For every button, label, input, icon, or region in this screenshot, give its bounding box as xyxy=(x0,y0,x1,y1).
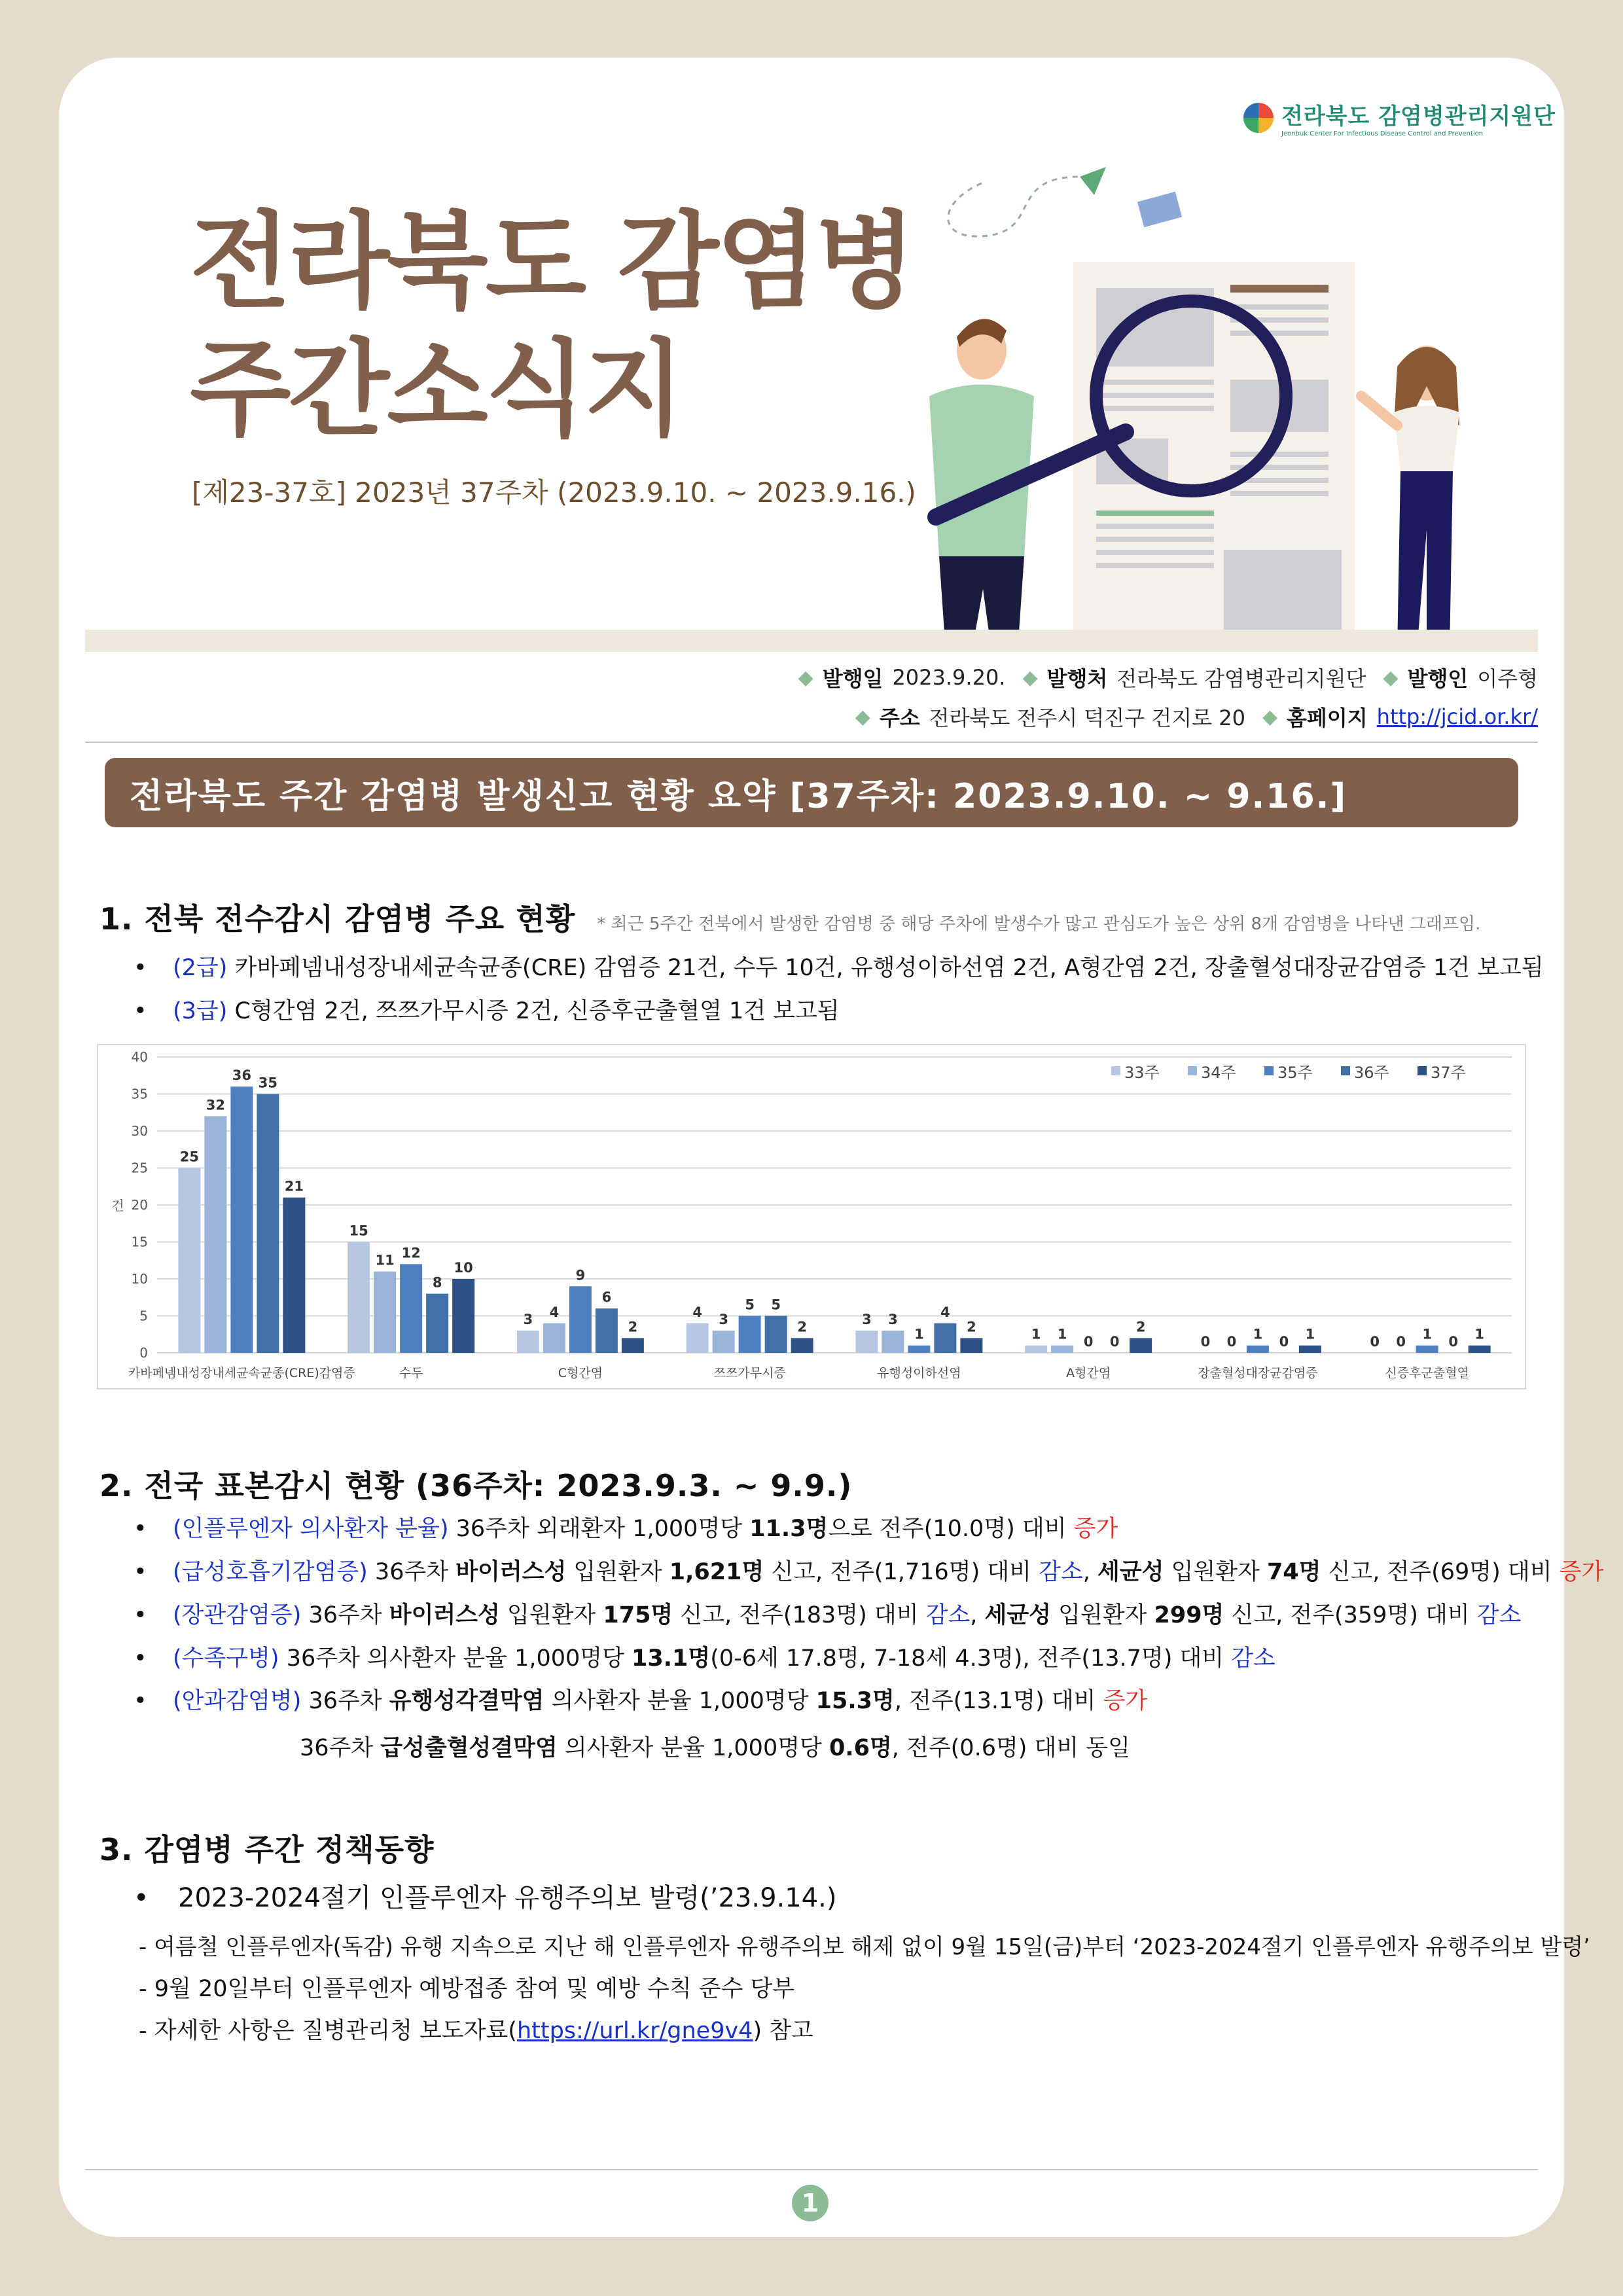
bar xyxy=(348,1242,370,1354)
x-tick-label: 쯔쯔가무시증 xyxy=(713,1366,786,1380)
data-label: 0 xyxy=(1109,1334,1120,1350)
data-label: 1 xyxy=(1253,1326,1263,1342)
section-1-heading xyxy=(99,895,1480,939)
data-label: 1 xyxy=(1474,1326,1484,1342)
diamond-icon: ◆ xyxy=(855,705,870,728)
policy-detail-2: - 9월 20일부터 인플루엔자 예방접종 참여 및 예방 수칙 준수 당부 xyxy=(139,1976,795,2002)
trend-decrease: 감소 xyxy=(925,1602,971,1628)
y-tick-label: 0 xyxy=(139,1345,148,1361)
disease-weekly-bar-chart xyxy=(98,1045,1525,1388)
footer-divider xyxy=(85,2169,1538,2170)
bar xyxy=(1130,1338,1152,1353)
bar xyxy=(204,1116,226,1353)
bar xyxy=(400,1264,422,1353)
x-tick-label: 장출혈성대장균감염증 xyxy=(1198,1366,1318,1380)
item-tag: (인플루엔자 의사환자 분율) xyxy=(173,1516,449,1542)
date-label: 발행일 xyxy=(822,666,883,691)
trend-decrease: 감소 xyxy=(1039,1559,1083,1585)
item-tag: (급성호흡기감염증) xyxy=(173,1559,368,1585)
homepage-link[interactable]: http://jcid.or.kr/ xyxy=(1376,704,1538,729)
y-tick-label: 20 xyxy=(131,1197,148,1213)
bar xyxy=(934,1323,956,1353)
bar xyxy=(1051,1346,1073,1353)
data-label: 25 xyxy=(179,1149,199,1165)
bar xyxy=(908,1346,930,1353)
issuer: 이주형 xyxy=(1477,666,1538,691)
section-1-bullet-2 xyxy=(137,997,840,1025)
bar xyxy=(882,1331,904,1353)
data-label: 1 xyxy=(1422,1326,1432,1342)
address-label: 주소 xyxy=(879,706,920,730)
bar xyxy=(1025,1346,1047,1353)
section-3-heading: 3. 감염병 주간 정책동향 xyxy=(99,1832,435,1867)
data-label: 11 xyxy=(375,1252,395,1268)
y-tick-label: 40 xyxy=(131,1049,148,1065)
data-label: 1 xyxy=(914,1326,924,1342)
bar xyxy=(791,1338,813,1353)
organization-logo xyxy=(1243,98,1556,137)
bar xyxy=(1416,1346,1438,1353)
legend-swatch xyxy=(1341,1066,1350,1075)
bar xyxy=(1247,1346,1269,1353)
data-label: 0 xyxy=(1396,1334,1406,1350)
bar xyxy=(374,1272,396,1353)
data-label: 9 xyxy=(575,1267,586,1283)
bar xyxy=(687,1323,709,1353)
bar xyxy=(517,1331,539,1353)
data-label: 0 xyxy=(1226,1334,1237,1350)
issue-info: [제23-37호] 2023년 37주차 (2023.9.10. ~ 2023.9.16.) xyxy=(192,476,916,509)
x-tick-label: 유행성이하선염 xyxy=(877,1366,961,1380)
item-tag: (수족구병) xyxy=(173,1645,279,1672)
data-label: 3 xyxy=(888,1312,898,1328)
diamond-icon: ◆ xyxy=(1383,666,1399,689)
x-tick-label: C형간염 xyxy=(558,1366,603,1380)
logo-subtitle: Jeonbuk Center For Infectious Disease Control and Prevention xyxy=(1281,130,1484,137)
legend-label: 37주 xyxy=(1431,1064,1466,1082)
y-tick-label: 35 xyxy=(131,1086,148,1102)
data-label: 2 xyxy=(967,1319,976,1335)
data-label: 4 xyxy=(692,1304,702,1320)
data-label: 0 xyxy=(1448,1334,1458,1350)
homepage-label: 홈페이지 xyxy=(1287,706,1368,730)
legend-swatch xyxy=(1418,1066,1427,1075)
data-label: 0 xyxy=(1370,1334,1380,1350)
bar xyxy=(452,1279,474,1353)
data-label: 5 xyxy=(771,1297,781,1313)
page-number: 1 xyxy=(792,2185,829,2221)
section-2-item-eye: • (안과감염병) 36주차 유행성각결막염 의사환자 분율 1,000명당 15.3명, 전주(13.1명) 대비 증가 xyxy=(137,1687,1147,1715)
data-label: 10 xyxy=(454,1260,473,1276)
header-band xyxy=(85,630,1538,652)
bar xyxy=(230,1086,253,1353)
section-1-note: * 최근 5주간 전북에서 발생한 감염병 중 해당 주차에 발생수가 많고 관심도가 높은 상위 8개 감염병을 나타낸 그래프임. xyxy=(597,914,1481,934)
data-label: 5 xyxy=(745,1297,755,1313)
bar xyxy=(596,1308,618,1353)
section-2-item-respiratory: • (급성호흡기감염증) 36주차 바이러스성 입원환자 1,621명 신고, 전주(1,716명) 대비 감소, 세균성 입원환자 74명 신고, 전주(69명) 대비 증가 xyxy=(137,1558,1603,1586)
bar xyxy=(739,1316,761,1354)
paper-plane-icon xyxy=(1080,167,1106,195)
publisher-label: 발행처 xyxy=(1046,666,1108,691)
summary-banner: 전라북도 주간 감염병 발생신고 현황 요약 [37주차: 2023.9.10. ~ 9.16.] xyxy=(105,758,1518,827)
bar xyxy=(622,1338,644,1353)
legend-label: 33주 xyxy=(1124,1064,1160,1082)
x-tick-label: A형간염 xyxy=(1066,1366,1111,1380)
data-label: 6 xyxy=(601,1289,612,1306)
bar xyxy=(960,1338,982,1353)
y-tick-label: 15 xyxy=(131,1234,148,1250)
section-1-bullet-1 xyxy=(137,954,1544,982)
data-label: 21 xyxy=(284,1178,304,1194)
y-tick-label: 10 xyxy=(131,1271,148,1287)
publication-date: 2023.9.20. xyxy=(892,665,1006,690)
data-label: 1 xyxy=(1305,1326,1315,1342)
x-tick-label: 신증후군출혈열 xyxy=(1385,1366,1469,1380)
press-release-link[interactable]: https://url.kr/gne9v4 xyxy=(516,2018,753,2044)
logo-icon xyxy=(1243,103,1274,133)
bar xyxy=(178,1168,200,1354)
bullet-text: C형간염 2건, 쯔쯔가무시증 2건, 신증후군출혈열 1건 보고됨 xyxy=(234,998,840,1024)
data-label: 0 xyxy=(1083,1334,1094,1350)
data-label: 2 xyxy=(797,1319,807,1335)
section-2-heading: 2. 전국 표본감시 현황 (36주차: 2023.9.3. ~ 9.9.) xyxy=(99,1468,853,1503)
bar xyxy=(426,1294,448,1353)
bar xyxy=(1299,1346,1321,1353)
section-2-item-influenza: • (인플루엔자 의사환자 분율) 36주차 외래환자 1,000명당 11.3명으로 전주(10.0명) 대비 증가 xyxy=(137,1515,1118,1543)
envelope-icon xyxy=(1137,192,1182,227)
data-label: 3 xyxy=(523,1312,533,1328)
bar xyxy=(569,1286,592,1353)
section-2-item-hfmd: • (수족구병) 36주차 의사환자 분율 1,000명당 13.1명(0-6세 17.8명, 7-18세 4.3명), 전주(13.7명) 대비 감소 xyxy=(137,1645,1275,1672)
y-tick-label: 5 xyxy=(139,1308,148,1324)
bar xyxy=(855,1331,878,1353)
trend-decrease: 감소 xyxy=(1231,1645,1275,1672)
y-tick-label: 30 xyxy=(131,1123,148,1139)
trend-increase: 증가 xyxy=(1559,1559,1604,1585)
title-line-2: 주간소식지 xyxy=(190,328,683,450)
data-label: 35 xyxy=(258,1075,277,1091)
section-1-title: 1. 전북 전수감시 감염병 주요 현황 xyxy=(99,901,576,937)
bar xyxy=(713,1331,735,1353)
contact-info xyxy=(855,702,1538,732)
newspaper-magnifier-illustration xyxy=(910,164,1512,651)
data-label: 4 xyxy=(549,1304,560,1320)
section-3-bullet xyxy=(137,1882,836,1914)
data-label: 4 xyxy=(940,1304,950,1320)
bar xyxy=(257,1094,279,1354)
policy-detail-3: - 자세한 사항은 질병관리청 보도자료(https://url.kr/gne9v4) 참고 xyxy=(139,2018,813,2044)
title-line-1: 전라북도 감염병 xyxy=(190,200,914,323)
data-label: 3 xyxy=(719,1312,728,1328)
grade-tag: (3급) xyxy=(173,998,228,1024)
policy-detail-1: - 여름철 인플루엔자(독감) 유행 지속으로 지난 해 인플루엔자 유행주의보 해제 없이 9월 15일(금)부터 ‘2023-2024절기 인플루엔자 유행주의보 발령’ xyxy=(139,1934,1590,1960)
legend-label: 34주 xyxy=(1201,1064,1236,1082)
bar xyxy=(543,1323,565,1353)
x-tick-label: 카바페넴내성장내세균속균종(CRE)감염증 xyxy=(128,1366,355,1380)
data-label: 12 xyxy=(401,1245,421,1261)
item-tag: (안과감염병) xyxy=(173,1688,302,1714)
data-label: 8 xyxy=(432,1274,442,1291)
trend-increase: 증가 xyxy=(1073,1516,1118,1542)
data-label: 32 xyxy=(205,1097,225,1113)
section-2-item-enteric: • (장관감염증) 36주차 바이러스성 입원환자 175명 신고, 전주(183명) 대비 감소, 세균성 입원환자 299명 신고, 전주(359명) 대비 감소 xyxy=(137,1602,1521,1629)
item-tag: (장관감염증) xyxy=(173,1602,302,1628)
bullet-text: 카바페넴내성장내세균속균종(CRE) 감염증 21건, 수두 10건, 유행성이하선염 2건, A형간염 2건, 장출혈성대장균감염증 1건 보고됨 xyxy=(234,955,1544,981)
data-label: 2 xyxy=(628,1319,638,1335)
woman-figure-icon xyxy=(1361,346,1459,651)
data-label: 2 xyxy=(1135,1319,1146,1335)
bar xyxy=(1469,1346,1491,1353)
legend-label: 35주 xyxy=(1277,1064,1313,1082)
grade-tag: (2급) xyxy=(173,955,228,981)
data-label: 1 xyxy=(1031,1326,1041,1342)
policy-title: 2023-2024절기 인플루엔자 유행주의보 발령(’23.9.14.) xyxy=(178,1883,837,1913)
x-tick-label: 수두 xyxy=(399,1366,423,1380)
trend-decrease: 감소 xyxy=(1476,1602,1522,1628)
legend-swatch xyxy=(1188,1066,1197,1075)
diamond-icon: ◆ xyxy=(1262,705,1278,728)
bar xyxy=(283,1198,305,1353)
publication-info xyxy=(798,662,1538,692)
address: 전라북도 전주시 덕진구 건지로 20 xyxy=(929,706,1245,730)
dashed-path-icon xyxy=(948,177,1080,236)
y-axis-label: 건 xyxy=(111,1198,124,1213)
data-label: 0 xyxy=(1200,1334,1211,1350)
divider xyxy=(85,742,1538,743)
data-label: 36 xyxy=(232,1067,251,1084)
data-label: 15 xyxy=(349,1223,368,1239)
section-2-item-eye-line-2: 36주차 급성출혈성결막염 의사환자 분율 1,000명당 0.6명, 전주(0.6명) 대비 동일 xyxy=(300,1735,1130,1761)
legend-label: 36주 xyxy=(1354,1064,1389,1082)
legend-swatch xyxy=(1264,1066,1274,1075)
issuer-label: 발행인 xyxy=(1407,666,1469,691)
y-tick-label: 25 xyxy=(131,1160,148,1176)
data-label: 1 xyxy=(1057,1326,1067,1342)
bar xyxy=(765,1316,787,1354)
data-label: 0 xyxy=(1279,1334,1289,1350)
publisher: 전라북도 감염병관리지원단 xyxy=(1116,666,1366,691)
data-label: 3 xyxy=(862,1312,872,1328)
legend-swatch xyxy=(1111,1066,1120,1075)
diamond-icon: ◆ xyxy=(798,666,813,689)
logo-name: 전라북도 감염병관리지원단 xyxy=(1281,103,1556,130)
trend-increase: 증가 xyxy=(1103,1688,1148,1714)
diamond-icon: ◆ xyxy=(1022,666,1038,689)
